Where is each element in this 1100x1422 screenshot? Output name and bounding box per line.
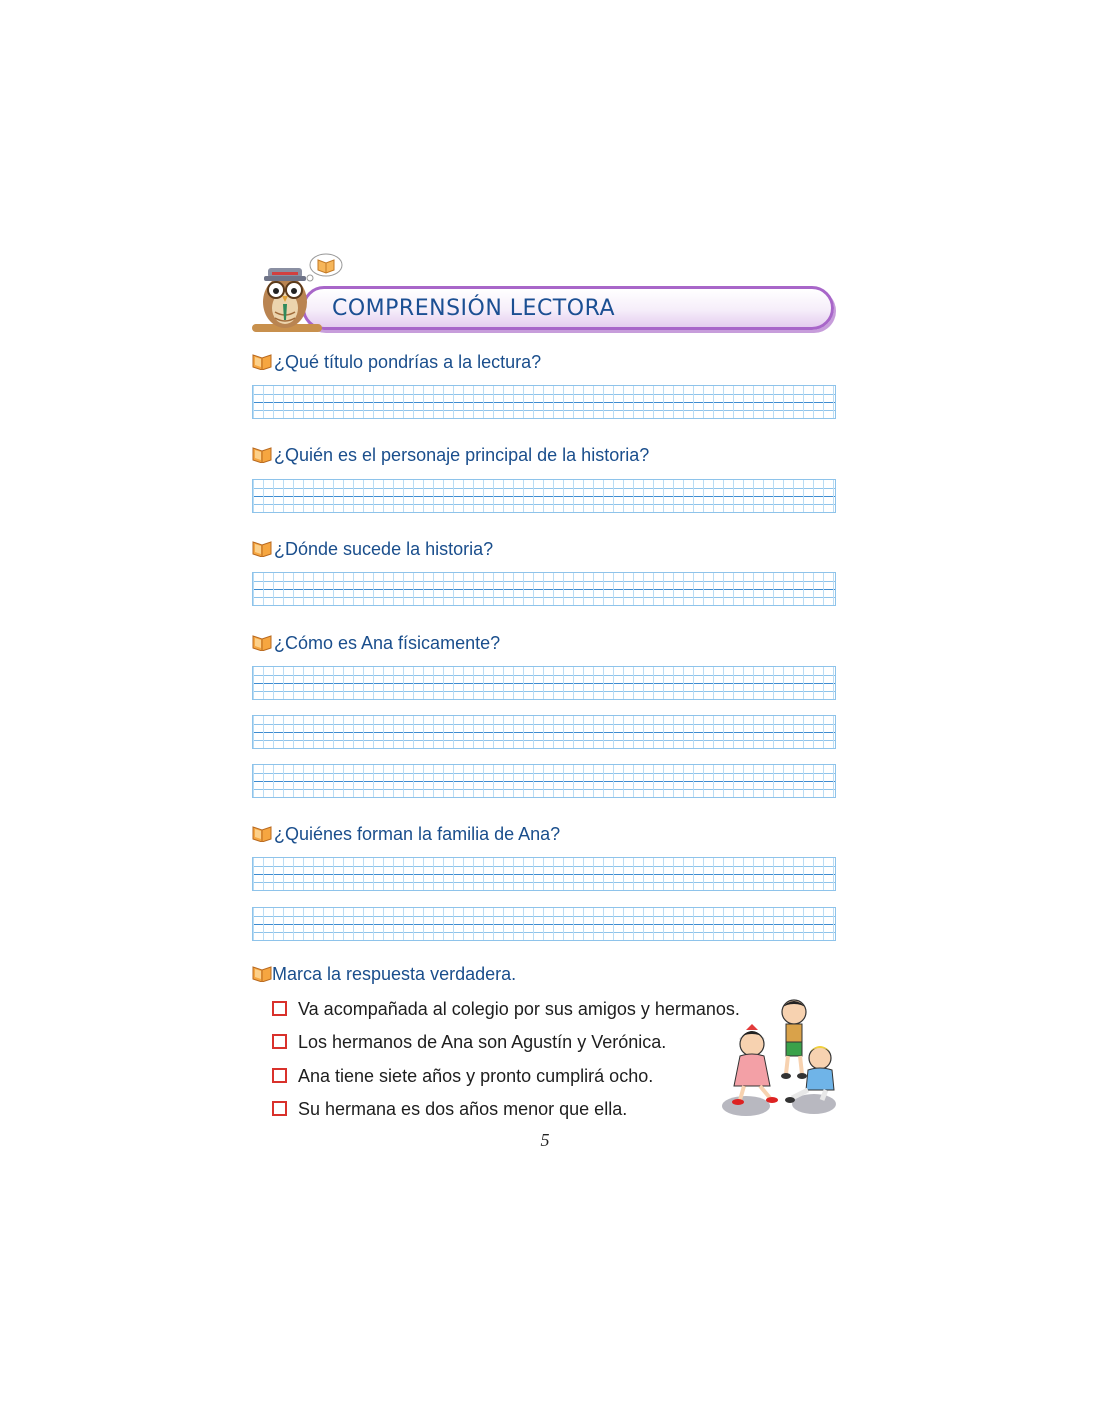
question-text: ¿Cómo es Ana físicamente? [274,633,501,653]
option-text: Ana tiene siete años y pronto cumplirá ocho. [298,1066,654,1086]
question-text: ¿Quiénes forman la familia de Ana? [274,824,561,844]
question-text: ¿Qué título pondrías a la lectura? [274,352,542,372]
answer-grid[interactable] [252,764,836,798]
book-icon [252,824,272,842]
book-icon [252,964,272,982]
checkbox[interactable] [272,1101,287,1116]
question-text: Marca la respuesta verdadera. [272,964,517,984]
answer-grid[interactable] [252,666,836,700]
answer-grid[interactable] [252,572,836,606]
book-icon [252,539,272,557]
page-title: COMPRENSIÓN LECTORA [332,296,616,321]
book-icon [252,445,272,463]
checkbox[interactable] [272,1068,287,1083]
answer-grid[interactable] [252,385,836,419]
answer-grid[interactable] [252,907,836,941]
answer-grid[interactable] [252,479,836,513]
thought-bubble-icon [304,252,344,284]
answer-grid[interactable] [252,715,836,749]
checkbox[interactable] [272,1001,287,1016]
option-text: Los hermanos de Ana son Agustín y Verónica. [298,1032,667,1052]
checkbox[interactable] [272,1034,287,1049]
book-icon [252,633,272,651]
children-illustration [716,996,840,1120]
book-icon [252,352,272,370]
answer-grid[interactable] [252,857,836,891]
option-text: Su hermana es dos años menor que ella. [298,1099,628,1119]
question-text: ¿Dónde sucede la historia? [274,539,494,559]
question-text: ¿Quién es el personaje principal de la historia? [274,445,650,465]
option-text: Va acompañada al colegio por sus amigos y hermanos. [298,999,740,1019]
page-number: 5 [540,1130,550,1150]
section-header [252,252,838,334]
